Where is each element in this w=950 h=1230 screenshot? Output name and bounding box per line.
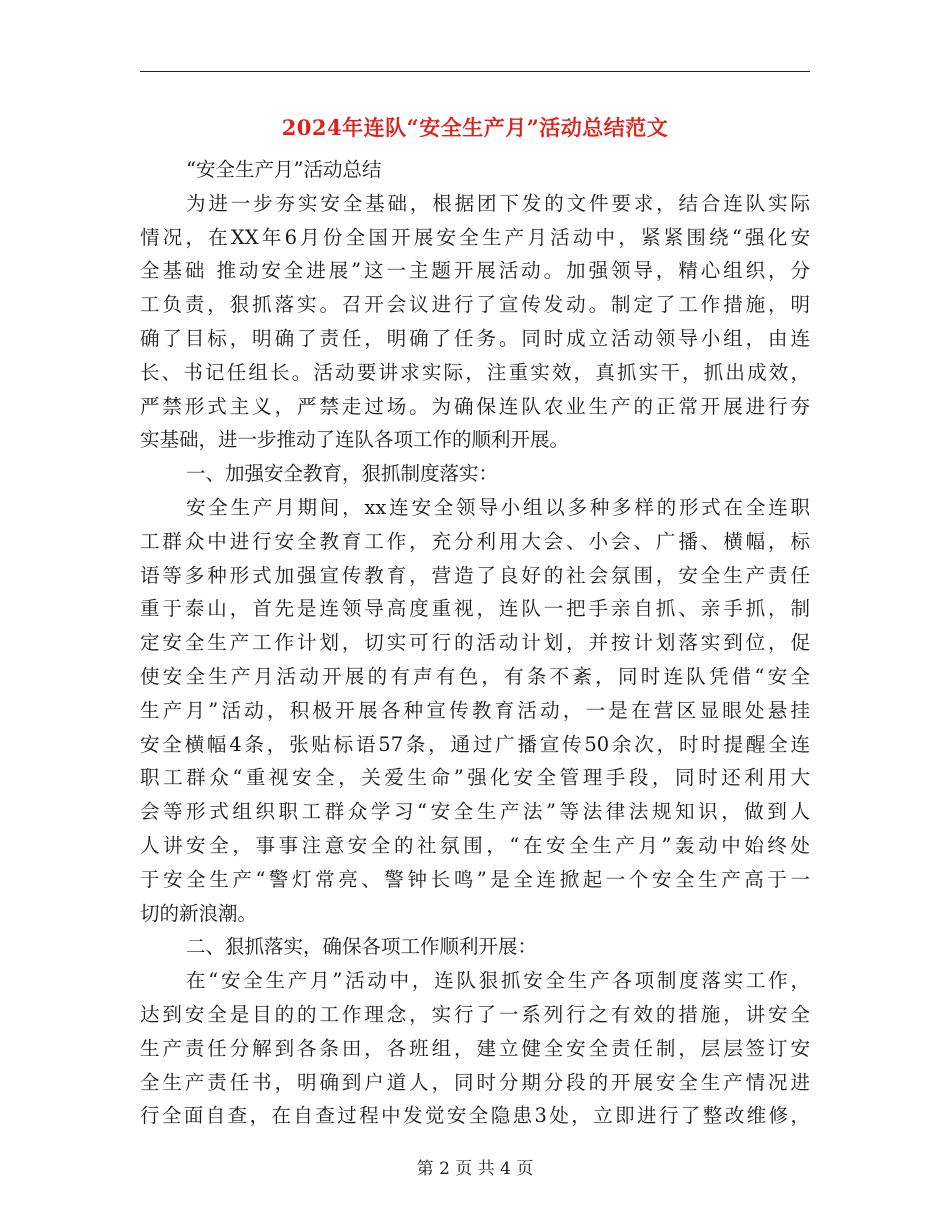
document-title: 2024年连队“安全生产月”活动总结范文 [281, 115, 669, 140]
text-line: “安全生产月”活动总结 [186, 158, 382, 181]
text-line: 切的新浪潮。 [140, 901, 258, 925]
text-line: 工负责，狠抓落实。召开会议进行了宣传发动。制定了工作措施，明 [140, 293, 810, 317]
text-line: 实基础，进一步推动了连队各项工作的顺利开展。 [140, 428, 570, 452]
text-line: 安全横幅4条，张贴标语57条，通过广播宣传50余次，时时提醒全连 [140, 732, 810, 756]
text-line: 定安全生产工作计划，切实可行的活动计划，并按计划落实到位，促 [140, 631, 810, 655]
header-rule [140, 71, 810, 72]
text-line: 职工群众“重视安全，关爱生命”强化安全管理手段，同时还利用大 [140, 766, 810, 790]
text-line: 在“安全生产月”活动中，连队狠抓安全生产各项制度落实工作， [186, 969, 810, 993]
document-body [140, 153, 810, 1133]
text-line: 使安全生产月活动开展的有声有色，有条不紊，同时连队凭借“安全 [140, 664, 810, 688]
text-line: 工群众中进行安全教育工作，充分利用大会、小会、广播、横幅，标 [140, 529, 810, 553]
text-line: 安全生产月期间，xx连安全领导小组以多种多样的形式在全连职 [186, 495, 810, 519]
text-line: 生产责任分解到各条田，各班组，建立健全安全责任制，层层签订安 [140, 1036, 810, 1060]
text-line: 情况，在XX年6月份全国开展安全生产月活动中，紧紧围绕“强化安 [140, 225, 810, 249]
text-line: 语等多种形式加强宣传教育，营造了良好的社会氛围，安全生产责任 [140, 563, 810, 587]
text-line: 严禁形式主义，严禁走过场。为确保连队农业生产的正常开展进行夯 [140, 394, 810, 418]
text-line: 二、狠抓落实，确保各项工作顺利开展： [186, 935, 538, 959]
text-line: 确了目标，明确了责任，明确了任务。同时成立活动领导小组，由连 [140, 326, 810, 350]
text-line: 全基础 推动安全进展”这一主题开展活动。加强领导，精心组织，分 [140, 259, 810, 283]
text-line: 于安全生产“警灯常亮、警钟长鸣”是全连掀起一个安全生产高于一 [140, 867, 810, 891]
text-line: 重于泰山，首先是连领导高度重视，连队一把手亲自抓、亲手抓，制 [140, 597, 810, 621]
text-line: 会等形式组织职工群众学习“安全生产法”等法律法规知识，做到人 [140, 800, 810, 824]
text-line: 行全面自查，在自查过程中发觉安全隐患3处，立即进行了整改维修， [140, 1104, 810, 1128]
page-footer: 第 2 页 共 4 页 [416, 1159, 534, 1179]
text-line: 为进一步夯实安全基础，根据团下发的文件要求，结合连队实际 [186, 191, 810, 215]
text-line: 达到安全是目的的工作理念，实行了一系列行之有效的措施，讲安全 [140, 1002, 810, 1026]
text-line: 一、加强安全教育，狠抓制度落实： [186, 462, 499, 486]
text-line: 生产月”活动，积极开展各种宣传教育活动，一是在营区显眼处悬挂 [140, 698, 810, 722]
text-line: 全生产责任书，明确到户道人，同时分期分段的开展安全生产情况进 [140, 1070, 810, 1094]
text-line: 人讲安全，事事注意安全的社氛围，“在安全生产月”轰动中始终处 [140, 833, 810, 857]
text-line: 长、书记任组长。活动要讲求实际，注重实效，真抓实干，抓出成效， [140, 360, 810, 384]
